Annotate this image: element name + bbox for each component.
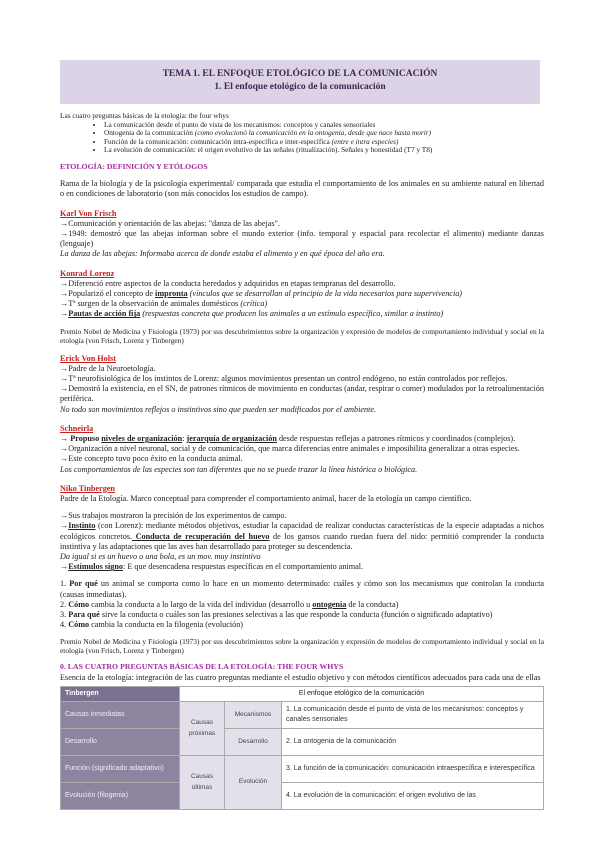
- question-item: 2. Cómo cambia la conducta a lo largo de la vida del individuo (desarrollo u ontogenia de la conducta): [60, 599, 399, 609]
- document-body: [60, 112, 544, 810]
- title-banner: [60, 60, 540, 104]
- paragraph: →Organización a nivel neuronal, social y de comunicación, que marca diferencias entre animales e imposibilita generalizar a otras especies.: [60, 444, 520, 454]
- table-cell: Evolución (filogenia): [61, 783, 180, 810]
- table-cell: 2. La ontogenia de la comunicación: [282, 729, 544, 756]
- list-item: • La evolución de comunicación: el origen evolutivo de las señales (ritualización). Señales y honestidad (T7 y T8): [104, 146, 544, 155]
- page-subtitle: 1. El enfoque etológico de la comunicación: [214, 82, 386, 92]
- table-cell: Evolución: [225, 756, 282, 810]
- paragraph: →1949: demostró que las abejas informan sobre el mundo exterior (info. temporal y espacial para recolectar el alimento) mediante danzas (lenguaje): [60, 228, 544, 249]
- paragraph: La danza de las abejas: Informaba acerca de donde estaba el alimento y en qué época del año era.: [60, 249, 385, 259]
- paragraph: →Padre de la Neuroetología.: [60, 363, 156, 373]
- intro-lead: Las cuatro preguntas básicas de la etología: the four whys: [60, 111, 229, 120]
- table-cell: Causas inmediatas: [61, 702, 180, 729]
- paragraph: →Popularizó el concepto de impronta (vínculos que se desarrollan al principio de la vida necesarios para supervivencia): [60, 289, 463, 298]
- table-cell: 3. La función de la comunicación: comunicación intraespecífica e interespecífica: [282, 756, 544, 783]
- table-header: Tinbergen: [61, 686, 180, 701]
- list-item: • La comunicación desde el punto de vista de los mecanismos: conceptos y canales sensoriales: [104, 121, 544, 130]
- paragraph: → Propuso niveles de organización: jerarquía de organización desde respuestas reflejas a patrones rítmicos y coordinados (complejos).: [60, 434, 516, 444]
- intro-list: [60, 121, 544, 155]
- ethologist-name: Niko Tinbergen: [60, 483, 115, 493]
- paragraph: Esencia de la etología: integración de las cuatro preguntas mediante el estudio objetivo y con métodos científicos adecuados para cada una de ellas: [60, 672, 541, 682]
- table-header: El enfoque etológico de la comunicación: [180, 686, 544, 701]
- paragraph: →Este concepto tuvo poco éxito en la conducta animal.: [60, 454, 243, 464]
- section-heading: ETOLOGÍA: DEFINICIÓN Y ETÓLOGOS: [60, 161, 208, 171]
- nobel-note: Premio Nobel de Medicina y Fisiología (1973) por sus descubrimientos sobre la organización y expresión de modelos de comportamiento individual y social en la etología (von Frisch, Lorenz y Tinbergen): [60, 326, 544, 345]
- list-item: • Ontogenia de la comunicación (como evolucionó la comunicación en la ontogenia, desde que nace hasta morir): [104, 129, 544, 138]
- definition: Rama de la biología y de la psicología experimental/ comparada que estudia el comportamiento de los animales en su ambiente natural en libertad o en condiciones de laboratorio (son más conocidos los estudios de campo).: [60, 179, 544, 199]
- paragraph: →Instinto (con Lorenz): mediante métodos objetivos, estudiar la capacidad de realizar conductas características de la especie adaptadas a nichos ecológicos concretos. Conducta de recuperación del huevo de los gansos cuando ruedan fuera del nido: permitió comprender la conducta instintiva y las adaptaciones que las aves han desarrollado para proteger su descendencia.: [60, 521, 544, 551]
- ethologist-name: Konrad Lorenz: [60, 268, 115, 278]
- list-item: • Función de la comunicación: comunicación intra-específica e inter-específica (entre e intra especies): [104, 138, 544, 147]
- nobel-note: Premio Nobel de Medicina y Fisiología (1973) por sus descubrimientos sobre la organización y expresión de modelos de comportamiento individual y social en la etología (von Frisch, Lorenz y Tinbergen): [60, 637, 544, 656]
- paragraph: →Tª neurofisiológica de los instintos de Lorenz: algunos movimientos presentan un control endógeno, no están controlados por reflejos.: [60, 374, 508, 384]
- four-whys-table: [60, 686, 544, 810]
- ethologist-name: Erick Von Holst: [60, 353, 116, 363]
- ethologist-name: Karl Von Frisch: [60, 208, 117, 218]
- table-cell: Desarrollo: [61, 729, 180, 756]
- paragraph: Padre de la Etología. Marco conceptual para comprender el comportamiento animal, hacer de la etología un campo científico.: [60, 494, 472, 504]
- question-item: 4. Cómo cambia la conducta en la filogenia (evolución): [60, 620, 244, 630]
- paragraph: Los comportamientos de las especies son tan diferentes que no se puede trazar la línea histórica o biológica.: [60, 464, 418, 474]
- table-cell: Mecanismos: [225, 702, 282, 729]
- paragraph: No todo son movimientos reflejos o instintivos sino que pueden ser modificados por el ambiente.: [60, 404, 377, 414]
- paragraph: →Diferenció entre aspectos de la conducta heredados y adquiridos en etapas tempranas del desarrollo.: [60, 278, 396, 288]
- paragraph: →Demostró la existencia, en el SN, de patrones rítmicos de movimiento en conductas (andar, respirar o comer) modulados por la retroalimentación periférica.: [60, 384, 544, 404]
- paragraph: →Sus trabajos mostraron la precisión de los experimentos de campo.: [60, 511, 287, 521]
- table-cell: 4. La evolución de la comunicación: el origen evolutivo de las: [282, 783, 544, 810]
- paragraph: →Estímulos signo: E que desencadena respuestas específicas en el comportamiento animal.: [60, 562, 364, 572]
- paragraph: →Pautas de acción fija (respuestas concreta que producen los animales a un estímulo específico, similar a instinto): [60, 309, 444, 319]
- table-cell: Desarrollo: [225, 729, 282, 756]
- section-heading: 0. LAS CUATRO PREGUNTAS BÁSICAS DE LA ETOLOGÍA: THE FOUR WHYS: [60, 662, 344, 672]
- question-item: 1. Por qué un animal se comporta como lo hace en un momento determinado: cuáles y cómo son los mecanismos que controlan la conducta (causas inmediatas).: [60, 579, 544, 599]
- paragraph: →Comunicación y orientación de las abejas: "danza de las abejas".: [60, 218, 280, 228]
- question-item: 3. Para qué sirve la conducta o cuáles son las presiones selectivas a las que responde la conducta (función o significado adaptativo): [60, 610, 493, 620]
- page-title: TEMA 1. EL ENFOQUE ETOLÓGICO DE LA COMUNICACIÓN: [162, 69, 438, 79]
- paragraph: Da igual si es un huevo o una bola, es un mov. muy instintivo: [60, 552, 261, 562]
- paragraph: →Tª surgen de la observación de animales domésticos (crítica): [60, 299, 268, 309]
- table-cell: Función (significado adaptativo): [61, 756, 180, 783]
- table-cell: 1. La comunicación desde el punto de vista de los mecanismos: conceptos y canales sensoriales: [282, 702, 544, 729]
- table-cell: Causas próximas: [180, 702, 225, 756]
- ethologist-name: Schneirla: [60, 423, 94, 433]
- table-cell: Causas últimas: [180, 756, 225, 810]
